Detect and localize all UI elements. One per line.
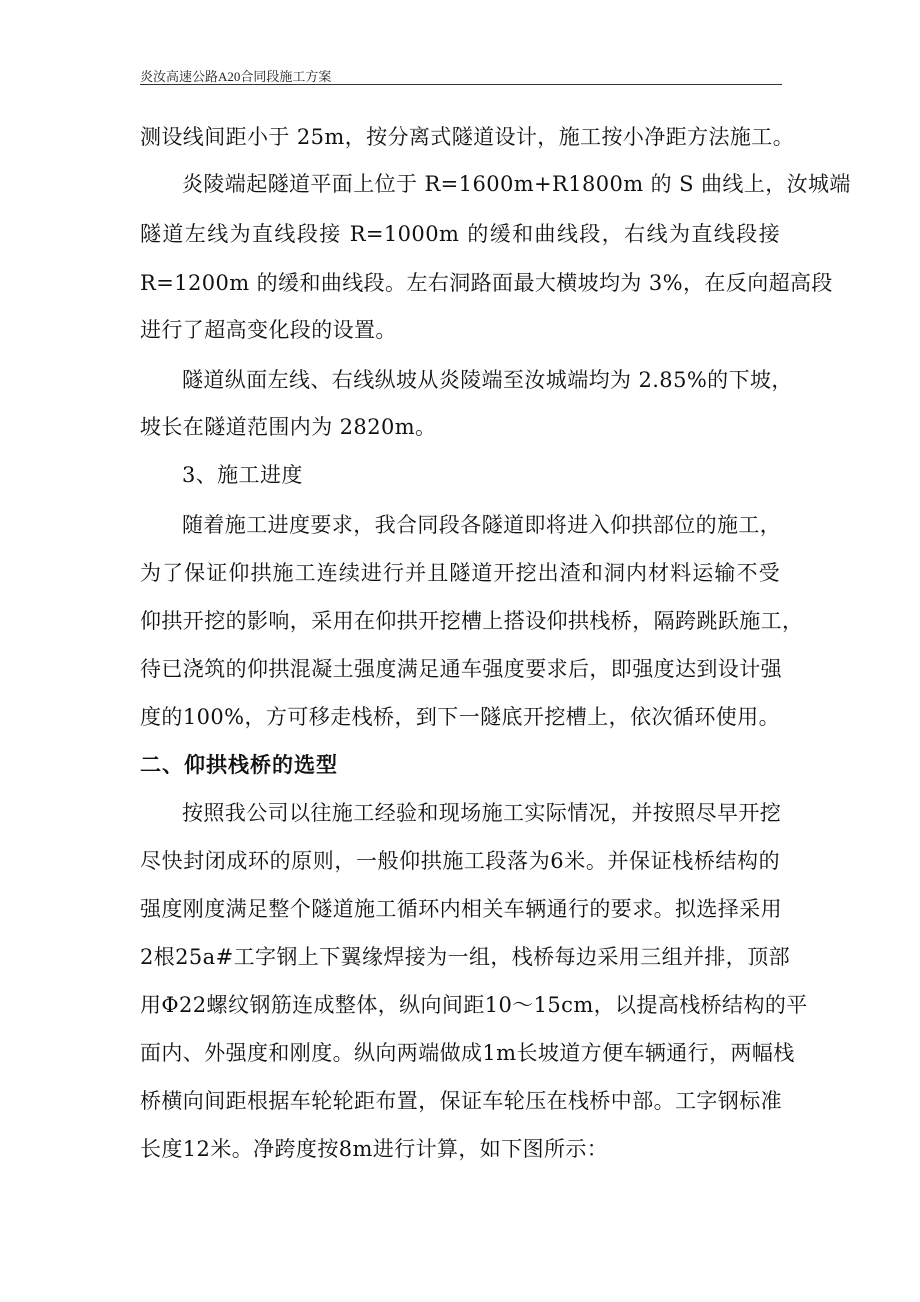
paragraph-line: 炎陵端起隧道平面上位于 R=1600m+R1800m 的 S 曲线上，汝城端 — [182, 172, 851, 196]
page-header — [140, 66, 782, 85]
paragraph-line: 仰拱开挖的影响，采用在仰拱开挖槽上搭设仰拱栈桥，隔跨跳跃施工， — [140, 609, 804, 633]
paragraph-line: 坡长在隧道范围内为 2820m。 — [140, 415, 437, 439]
paragraph-line: 度的100%，方可移走栈桥，到下一隧底开挖槽上，依次循环使用。 — [140, 705, 780, 729]
paragraph-line: 强度刚度满足整个隧道施工循环内相关车辆通行的要求。拟选择采用 — [140, 897, 782, 921]
paragraph-line: 测设线间距小于 25m，按分离式隧道设计，施工按小净距方法施工。 — [140, 125, 795, 149]
header-title: 炎汝高速公路A20合同段施工方案 — [140, 69, 332, 84]
paragraph-line: 长度12米。净跨度按8m进行计算，如下图所示： — [140, 1137, 609, 1161]
paragraph-line: R=1200m 的缓和曲线段。左右洞路面最大横坡均为 3%，在反向超高段 — [140, 271, 833, 295]
paragraph-line: 隧道左线为直线段接 R=1000m 的缓和曲线段，右线为直线段接 — [140, 222, 780, 246]
paragraph-line: 为了保证仰拱施工连续进行并且隧道开挖出渣和洞内材料运输不受 — [140, 561, 780, 585]
section-heading: 二、仰拱栈桥的选型 — [140, 753, 338, 777]
paragraph-line: 用Φ22螺纹钢筋连成整体，纵向间距10～15cm，以提高栈桥结构的平 — [140, 993, 808, 1017]
paragraph-line: 2根25a#工字钢上下翼缘焊接为一组，栈桥每边采用三组并排，顶部 — [140, 945, 790, 969]
paragraph-line: 隧道纵面左线、右线纵坡从炎陵端至汝城端均为 2.85%的下坡， — [182, 368, 793, 392]
paragraph-line: 随着施工进度要求，我合同段各隧道即将进入仰拱部位的施工， — [182, 513, 782, 537]
paragraph-line: 待已浇筑的仰拱混凝土强度满足通车强度要求后，即强度达到设计强 — [140, 657, 782, 681]
paragraph-line: 桥横向间距根据车轮轮距布置，保证车轮压在栈桥中部。工字钢标准 — [140, 1089, 782, 1113]
paragraph-line: 尽快封闭成环的原则，一般仰拱施工段落为6米。并保证栈桥结构的 — [140, 849, 780, 873]
paragraph-line: 3、施工进度 — [182, 463, 303, 487]
paragraph-line: 进行了超高变化段的设置。 — [140, 318, 397, 342]
paragraph-line: 面内、外强度和刚度。纵向两端做成1m长坡道方便车辆通行，两幅栈 — [140, 1041, 795, 1065]
paragraph-line: 按照我公司以往施工经验和现场施工实际情况，并按照尽早开挖 — [182, 801, 782, 825]
